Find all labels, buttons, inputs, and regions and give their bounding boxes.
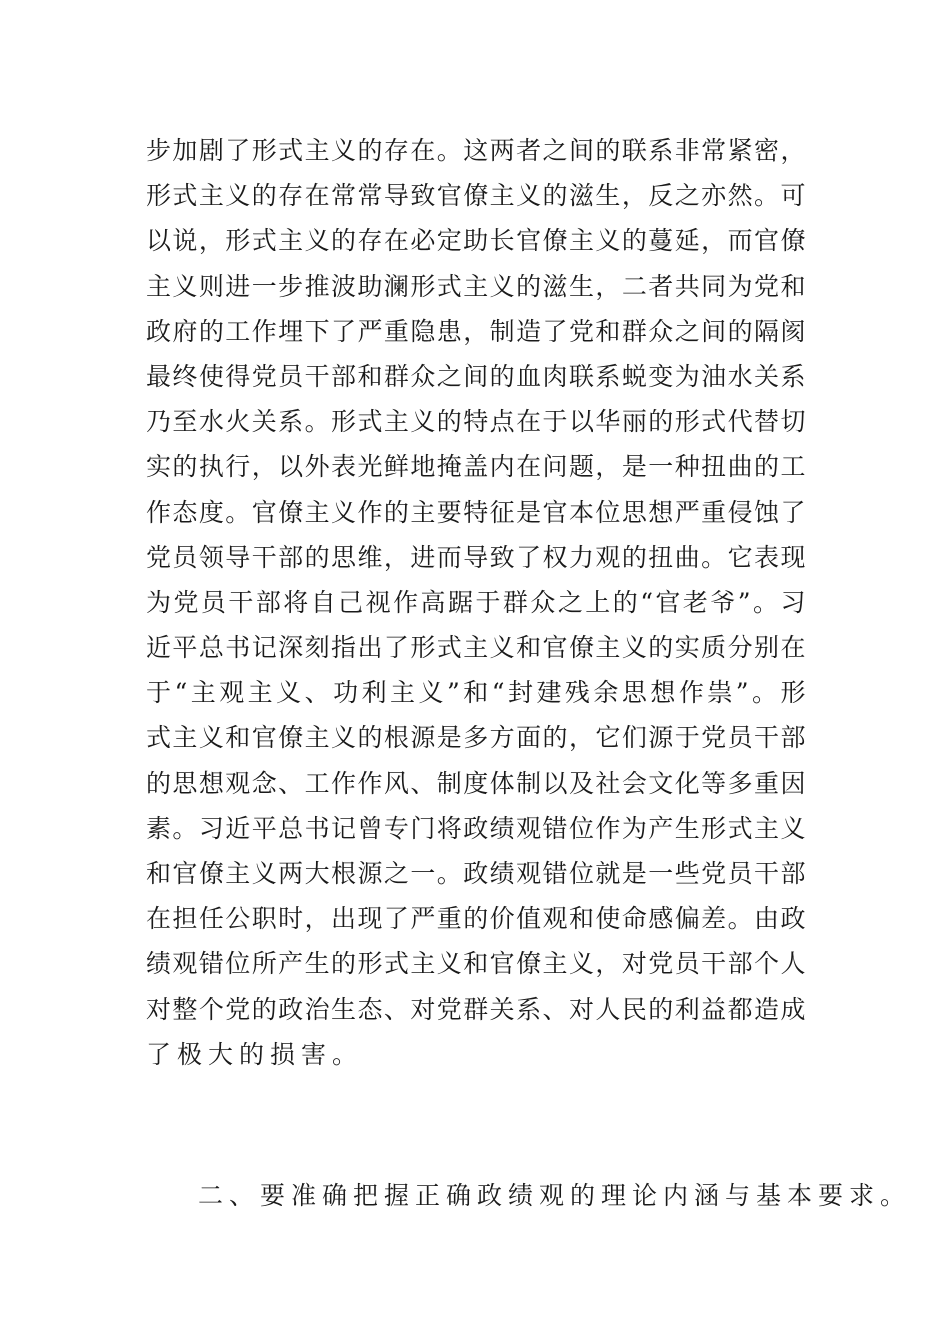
- paragraph-line: 政府的工作埋下了严重隐患，制造了党和群众之间的隔阂: [146, 316, 806, 346]
- body-paragraph: [146, 128, 806, 1077]
- paragraph-line: 为党员干部将自己视作高踞于群众之上的“官老爷”。习: [146, 587, 806, 617]
- section-heading: 二、要准确把握正确政绩观的理论内涵与基本要求。: [198, 1181, 912, 1210]
- paragraph-line: 最终使得党员干部和群众之间的血肉联系蜕变为油水关系: [146, 361, 806, 391]
- paragraph-line: 形式主义的存在常常导致官僚主义的滋生，反之亦然。可: [146, 181, 806, 211]
- paragraph-line: 式主义和官僚主义的根源是多方面的，它们源于党员干部: [146, 723, 806, 753]
- paragraph-line: 绩观错位所产生的形式主义和官僚主义，对党员干部个人: [146, 949, 806, 979]
- paragraph-line: 对整个党的政治生态、对党群关系、对人民的利益都造成: [146, 994, 806, 1024]
- paragraph-line: 实的执行，以外表光鲜地掩盖内在问题，是一种扭曲的工: [146, 452, 806, 482]
- paragraph-line: 乃至水火关系。形式主义的特点在于以华丽的形式代替切: [146, 407, 806, 437]
- paragraph-line: 于“主观主义、功利主义”和“封建残余思想作祟”。形: [146, 678, 806, 708]
- paragraph-line: 以说，形式主义的存在必定助长官僚主义的蔓延，而官僚: [146, 226, 806, 256]
- paragraph-line: 党员领导干部的思维，进而导致了权力观的扭曲。它表现: [146, 542, 806, 572]
- paragraph-line: 素。习近平总书记曾专门将政绩观错位作为产生形式主义: [146, 813, 806, 843]
- paragraph-line: 在担任公职时，出现了严重的价值观和使命感偏差。由政: [146, 904, 806, 934]
- paragraph-line: 和官僚主义两大根源之一。政绩观错位就是一些党员干部: [146, 859, 806, 888]
- paragraph-line: 的思想观念、工作作风、制度体制以及社会文化等多重因: [146, 768, 806, 798]
- paragraph-line: 步加剧了形式主义的存在。这两者之间的联系非常紧密，: [146, 136, 806, 165]
- paragraph-line: 了极大的损害。: [146, 1039, 364, 1069]
- paragraph-line: 主义则进一步推波助澜形式主义的滋生，二者共同为党和: [146, 271, 806, 301]
- paragraph-line: 作态度。官僚主义作的主要特征是官本位思想严重侵蚀了: [146, 497, 806, 527]
- paragraph-line: 近平总书记深刻指出了形式主义和官僚主义的实质分别在: [146, 633, 806, 663]
